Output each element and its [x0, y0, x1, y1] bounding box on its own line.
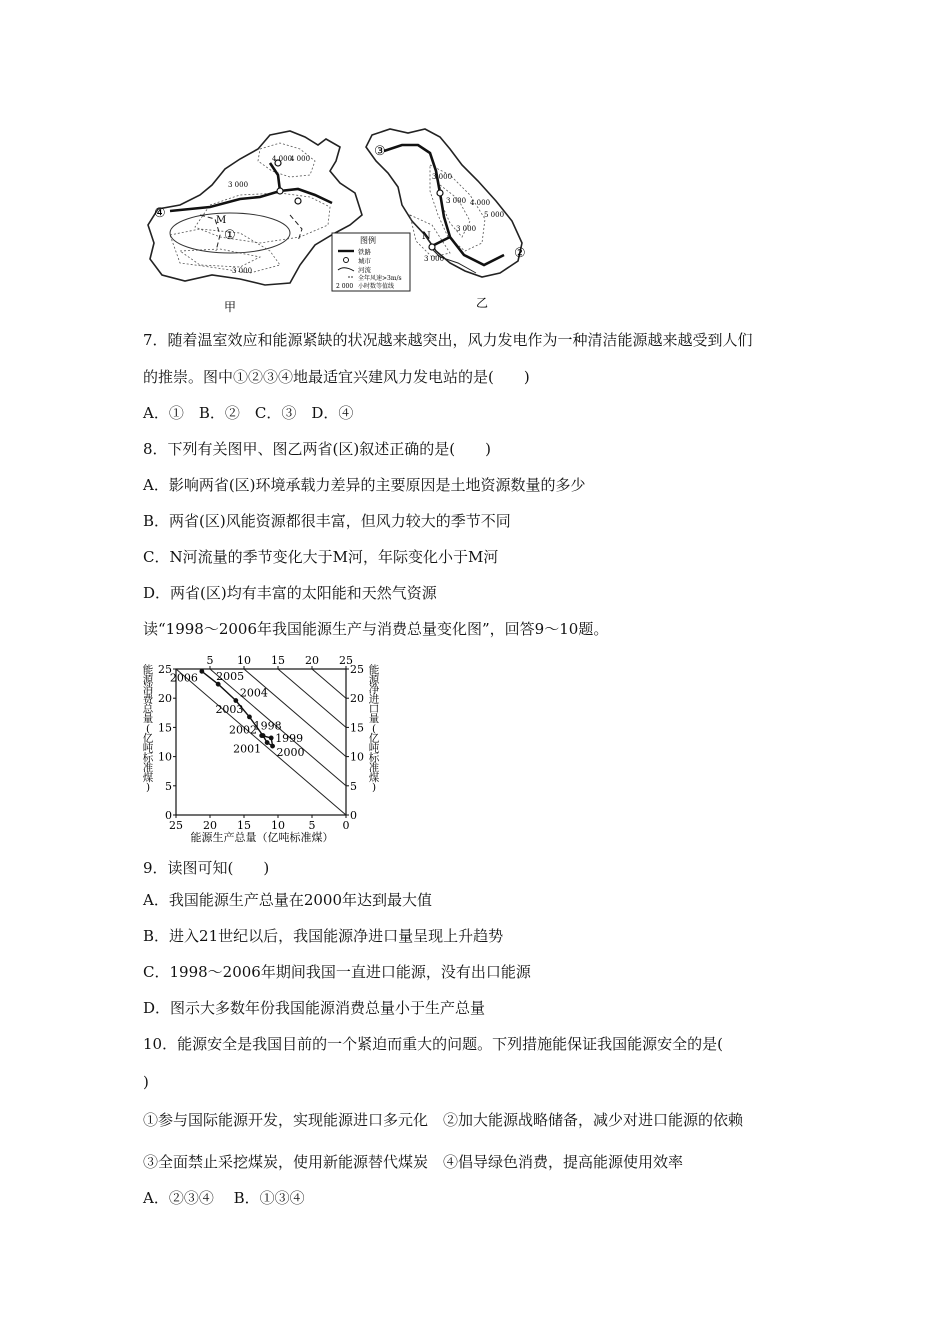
legend-city: 城市	[358, 257, 371, 265]
net-import-isoline	[312, 669, 346, 698]
y-axis-left-label	[143, 663, 154, 794]
q8-option-b: B．两省(区)风能资源都很丰富，但风力较大的季节不同	[143, 512, 511, 530]
y-tick-label-right: 0	[350, 809, 357, 822]
data-point-label: 2004	[239, 686, 268, 700]
data-point-label: 2005	[216, 670, 245, 684]
river-N-label: N	[422, 231, 431, 242]
q10-line2: )	[143, 1073, 149, 1091]
axis-label-char: 净	[368, 683, 380, 696]
y-tick-label-left: 25	[158, 663, 172, 676]
y-tick-label-right: 5	[350, 779, 357, 793]
axis-label-char: 能	[368, 664, 380, 676]
y-tick-label-right: 15	[350, 721, 364, 735]
axis-label-char: 源	[142, 673, 154, 686]
contour-label: 5 000	[484, 211, 505, 219]
province-maps-svg	[140, 125, 530, 315]
y-tick-label-left: 15	[158, 721, 172, 735]
contour-label: 3 000	[432, 173, 453, 181]
data-point	[233, 698, 238, 703]
legend-title: 图例	[360, 236, 376, 245]
axis-label-char: 亿	[368, 732, 380, 745]
contour-label: 3 000	[228, 181, 249, 189]
contour-label: 3 000	[446, 197, 467, 205]
axis-label-char: 消	[142, 683, 154, 696]
chart-intro: 读“1998～2006年我国能源生产与消费总量变化图”，回答9～10题。	[143, 620, 609, 638]
x-tick-label-top: 15	[271, 655, 285, 667]
q8-option-c: C．N河流量的季节变化大于M河，年际变化小于M河	[143, 548, 499, 566]
energy-chart-svg	[140, 655, 390, 850]
map-jia-caption: 甲	[224, 300, 237, 314]
q9-option-b: B．进入21世纪以后，我国能源净进口量呈现上升趋势	[143, 927, 504, 945]
axis-label-char: 源	[368, 673, 380, 686]
data-point	[265, 740, 270, 745]
site-2-label: ②	[514, 246, 526, 261]
axis-label-char: 煤	[368, 771, 380, 784]
contour-label: 4 000	[470, 199, 491, 207]
axis-label-char: 量	[142, 713, 154, 725]
net-import-isoline	[278, 669, 346, 727]
data-point-label: 2006	[169, 671, 198, 685]
energy-chart	[140, 655, 390, 850]
data-point-label: 2002	[229, 723, 258, 737]
axis-label-char: (	[145, 722, 151, 735]
data-point-label: 1998	[253, 719, 282, 733]
q8-option-a: A．影响两省(区)环境承载力差异的主要原因是土地资源数量的多少	[143, 476, 586, 494]
axis-label-char: )	[145, 781, 151, 794]
axis-label-char: 准	[368, 762, 380, 774]
q7-line1: 7．随着温室效应和能源紧缺的状况越来越突出，风力发电作为一种清洁能源越来越受到人们	[143, 331, 753, 349]
data-point	[247, 714, 252, 719]
x-tick-label-top: 5	[206, 655, 214, 667]
q8-stem: 8．下列有关图甲、图乙两省(区)叙述正确的是( )	[143, 440, 491, 458]
axis-label-char: 准	[142, 762, 154, 774]
legend-river: 河流	[358, 266, 371, 274]
q9-option-d: D．图示大多数年份我国能源消费总量小于生产总量	[143, 999, 486, 1017]
site-1-label: ①	[224, 228, 236, 243]
x-tick-label-bottom: 5	[308, 819, 316, 832]
x-tick-label-bottom: 0	[342, 819, 350, 832]
contour-label: 4 000	[272, 155, 293, 163]
q8-option-d: D．两省(区)均有丰富的太阳能和天然气资源	[143, 584, 437, 602]
map-yi-caption: 乙	[476, 296, 489, 310]
x-tick-label-top: 10	[237, 655, 251, 667]
q10-options-1-2: ①参与国际能源开发，实现能源进口多元化 ②加大能源战略储备，减少对进口能源的依赖	[143, 1111, 744, 1129]
q10-answer-options: A．②③④ B．①③④	[143, 1189, 305, 1207]
contour-label: 3 000	[232, 267, 253, 275]
contour-label: 3 000	[456, 225, 477, 233]
y-tick-label-left: 0	[165, 809, 172, 822]
data-point	[261, 733, 266, 738]
y-tick-label-right: 25	[350, 663, 364, 676]
contour-label: 4 000	[290, 155, 311, 163]
x-axis-label: 能源生产总量（亿吨标准煤）	[190, 831, 334, 844]
x-tick-label-top: 20	[305, 655, 319, 667]
site-3-label: ③	[374, 144, 386, 159]
data-point-label: 2000	[276, 746, 305, 760]
x-tick-label-bottom: 25	[169, 819, 183, 832]
axis-label-char: 吨	[368, 742, 380, 755]
x-tick-label-bottom: 20	[203, 819, 217, 832]
axis-label-char: )	[371, 781, 377, 794]
axis-label-char: 标	[142, 752, 154, 765]
contour-label: 3 000	[424, 255, 445, 263]
y-axis-right-label	[369, 663, 380, 794]
q7-line2: 的推崇。图中①②③④地最适宜兴建风力发电站的是( )	[143, 368, 530, 386]
q9-stem: 9．读图可知( )	[143, 859, 270, 877]
y-tick-label-left: 5	[165, 779, 172, 793]
data-point-label: 2001	[233, 742, 262, 756]
legend-railway: 铁路	[358, 248, 371, 256]
data-point-label: 2003	[215, 702, 244, 716]
x-tick-label-top: 25	[339, 655, 353, 667]
province-maps-figure	[140, 125, 530, 315]
axis-label-char: 标	[368, 752, 380, 765]
x-tick-label-bottom: 15	[237, 819, 251, 832]
q9-option-a: A．我国能源生产总量在2000年达到最大值	[143, 891, 433, 909]
legend-isoline: 小时数等值线	[358, 283, 395, 290]
y-tick-label-left: 10	[158, 750, 172, 764]
data-point-label: 1999	[275, 731, 304, 745]
data-point	[270, 744, 275, 749]
axis-label-char: 亿	[142, 732, 154, 745]
axis-label-char: 吨	[142, 742, 154, 755]
axis-label-char: 进	[368, 693, 380, 706]
y-tick-label-right: 20	[350, 692, 364, 706]
q9-option-c: C．1998～2006年期间我国一直进口能源，没有出口能源	[143, 963, 531, 981]
legend-isoline-value: 2 000	[336, 283, 354, 290]
q10-line1: 10．能源安全是我国目前的一个紧迫而重大的问题。下列措施能保证我国能源安全的是(	[143, 1035, 723, 1053]
q10-options-3-4: ③全面禁止采挖煤炭，使用新能源替代煤炭 ④倡导绿色消费，提高能源使用效率	[143, 1153, 684, 1171]
axis-label-char: 煤	[142, 771, 154, 784]
axis-label-char: 口	[368, 703, 380, 716]
x-tick-label-bottom: 10	[271, 819, 285, 832]
site-4-label: ④	[154, 206, 166, 221]
axis-label-char: (	[371, 722, 377, 735]
axis-label-char: 费	[142, 693, 154, 706]
river-M-label: M	[216, 215, 227, 226]
axis-label-char: 能	[142, 664, 154, 676]
legend-wind: 全年风速>3m/s	[358, 275, 402, 282]
y-tick-label-right: 10	[350, 750, 364, 764]
y-tick-label-left: 20	[158, 692, 172, 706]
data-point	[199, 669, 204, 674]
axis-label-char: 量	[368, 713, 380, 725]
axis-label-char: 总	[142, 703, 154, 716]
data-point	[269, 736, 274, 741]
q7-options: A．① B．② C．③ D．④	[143, 404, 354, 422]
